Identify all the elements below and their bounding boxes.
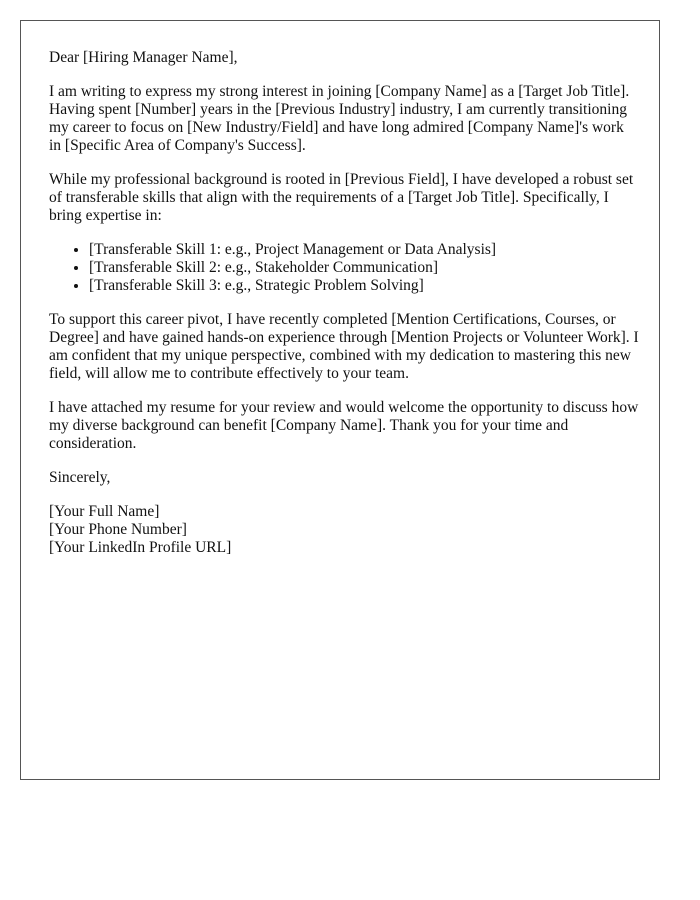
signature-linkedin: [Your LinkedIn Profile URL]: [49, 539, 232, 556]
list-item: • [Transferable Skill 3: e.g., Strategic Problem Solving]: [89, 277, 639, 295]
skills-intro-paragraph: While my professional background is rooted in [Previous Field], I have developed a robust set of transferable skills that align with the requirements of a [Target Job Title]. Specifically, I bring expertise in:: [49, 171, 634, 224]
career-pivot-paragraph: To support this career pivot, I have recently completed [Mention Certifications, Courses, or Degree] and have gained hands-on experience through [Mention Projects or Volunteer Work]. I am confident that my unique perspective, combined with my dedication to mastering this new field, will allow me to contribute effectively to your team.: [49, 311, 639, 382]
letter-body: [49, 49, 639, 557]
signature-block: [49, 503, 639, 557]
signature-phone: [Your Phone Number]: [49, 521, 187, 538]
letter-page: [20, 20, 660, 780]
skills-list: [49, 241, 639, 295]
intro-paragraph: I am writing to express my strong interest in joining [Company Name] as a [Target Job Title]. Having spent [Number] years in the [Previous Industry] industry, I am currently transitioning my career to focus on [New Industry/Field] and have long admired [Company Name]'s work in [Specific Area of Company's Success].: [49, 83, 630, 154]
signature-name: [Your Full Name]: [49, 503, 160, 520]
greeting: Dear [Hiring Manager Name],: [49, 49, 238, 66]
list-item: • [Transferable Skill 1: e.g., Project Management or Data Analysis]: [89, 241, 639, 259]
list-item: • [Transferable Skill 2: e.g., Stakeholder Communication]: [89, 259, 639, 277]
closing-paragraph: I have attached my resume for your review and would welcome the opportunity to discuss how my diverse background can benefit [Company Name]. Thank you for your time and consideration.: [49, 399, 639, 452]
closing: Sincerely,: [49, 469, 111, 486]
